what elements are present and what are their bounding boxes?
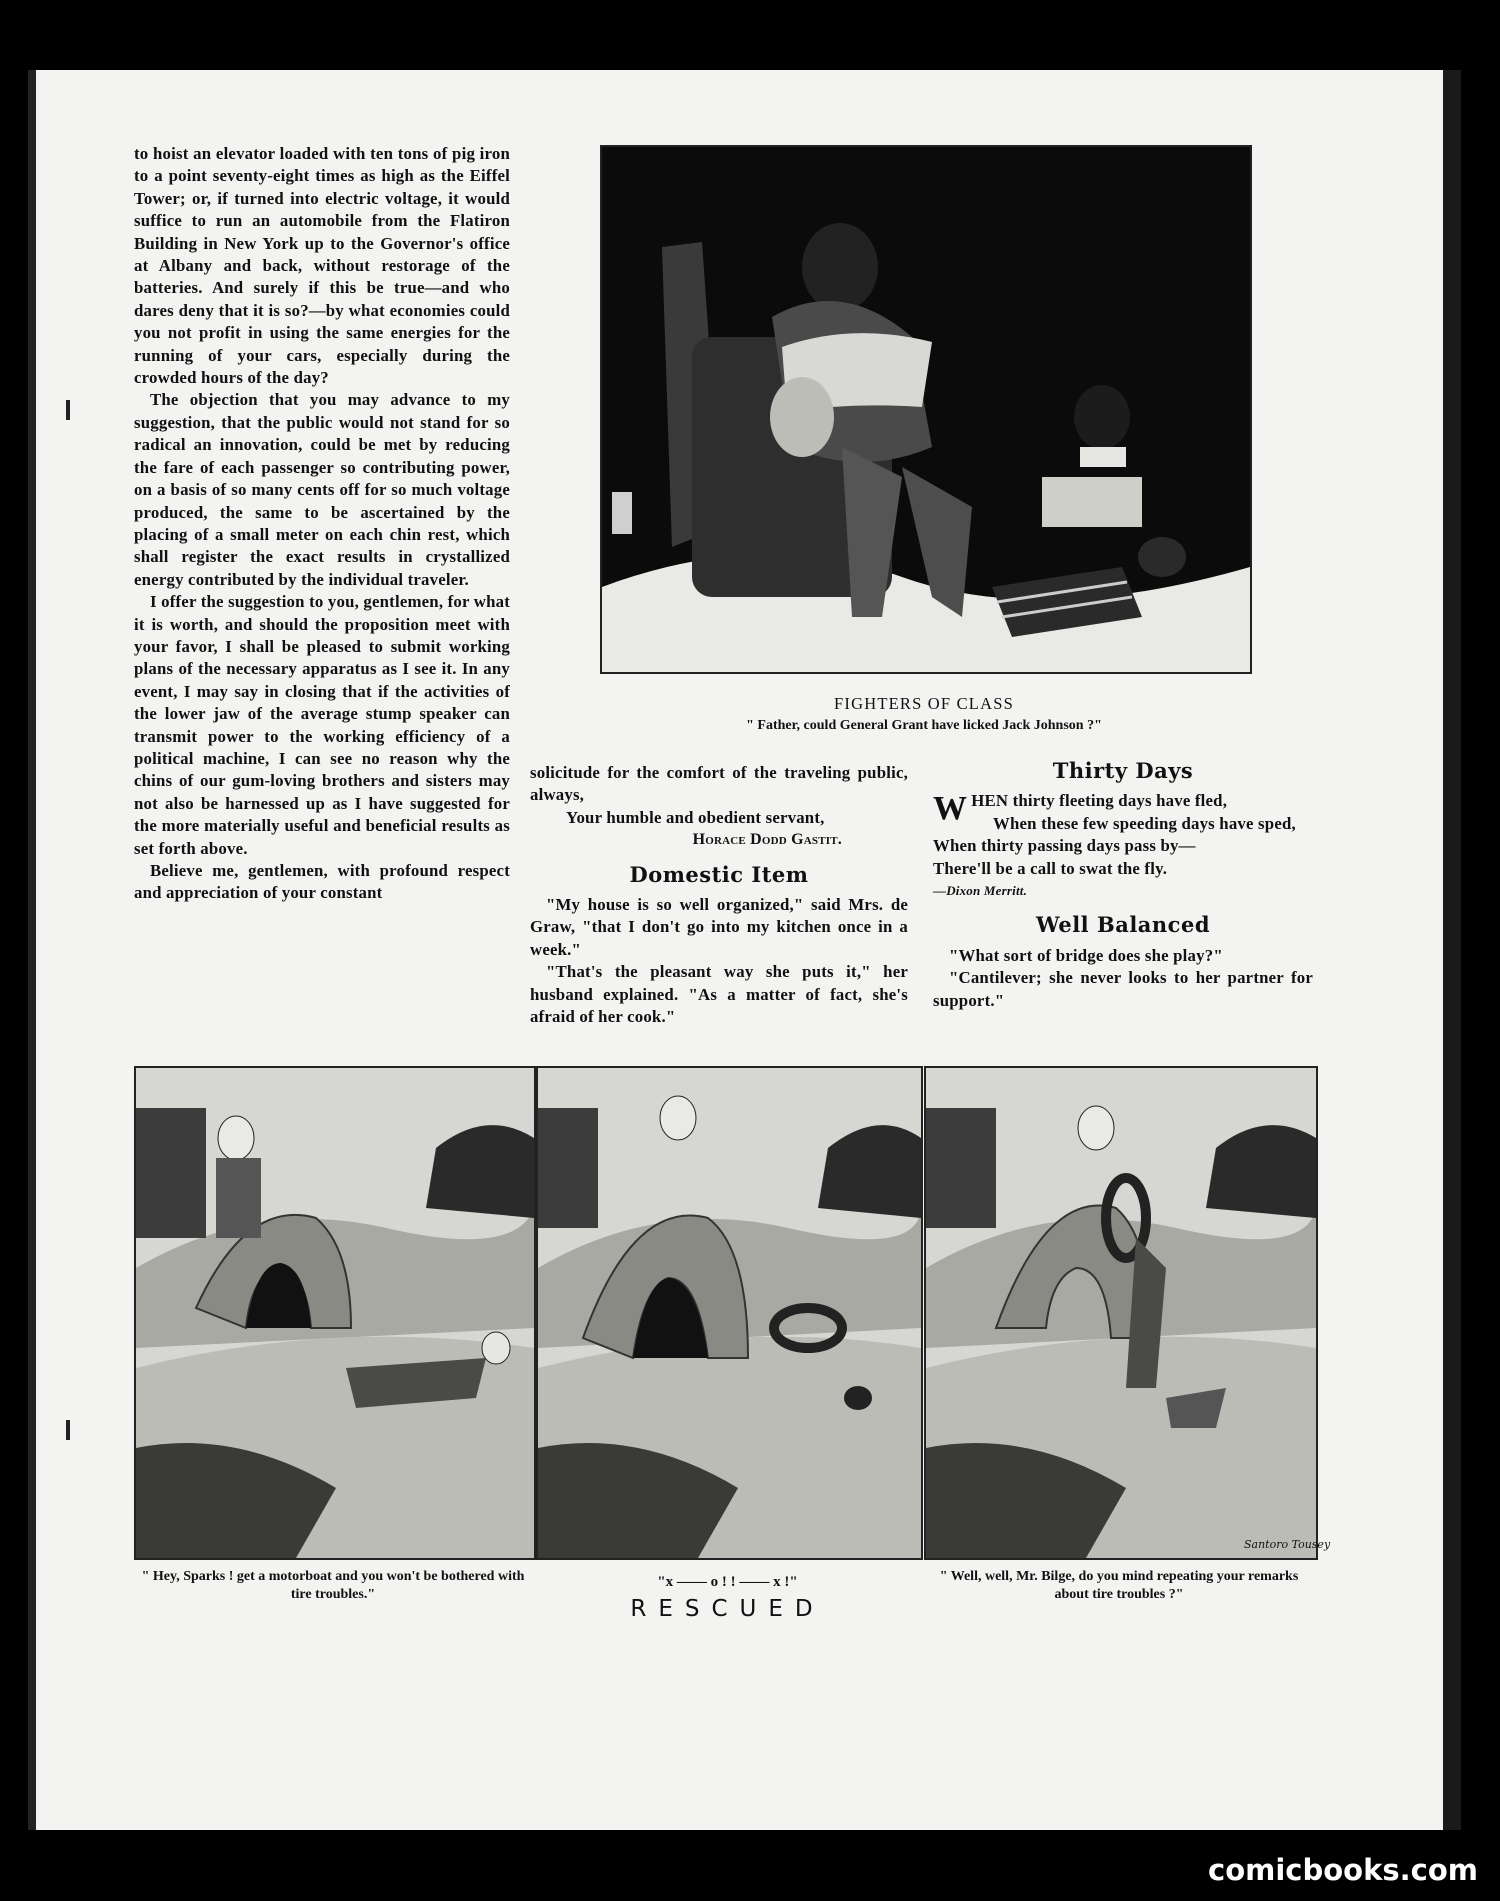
panel-drawing [538,1068,921,1558]
article-column-1 [134,143,510,905]
paragraph: solicitude for the comfort of the traveling public, always, [530,763,908,805]
page-gutter-right [1443,70,1461,1830]
panel-caption-3: " Well, well, Mr. Bilge, do you mind repeating your remarks about tire troubles ?" [939,1569,1299,1602]
section-heading: Well Balanced [1035,912,1211,938]
article-column-3 [933,760,1313,1012]
page-gutter-left [28,70,36,1830]
poem-credit: —Dixon Merritt. [933,883,1028,899]
illustration-title: FIGHTERS OF CLASS [834,694,1014,713]
poem-line: When thirty passing days pass by— [933,836,1196,856]
illustration-drawing [602,147,1250,672]
comic-panel-3 [924,1066,1331,1560]
paragraph: "Cantilever; she never looks to her partner for support." [933,968,1313,1010]
paragraph: to hoist an elevator loaded with ten tons of pig iron to a point seventy-eight times as high as the Eiffel Tower; or, if turned into electric voltage, it would suffice to run an automobile from the Flatiron Building in New York up to the Governor's office at Albany and back, without restorage of the batteries. And surely if this be true—and who dares deny that it is so?—by what economies could you not profit in using the same energies for the running of your cars, especially during the crowded hours of the day? [134,144,510,388]
binding-mark [66,1420,70,1440]
comic-panel-2 [536,1066,923,1560]
paragraph: The objection that you may advance to my suggestion, that the public would not stand for so radical an innovation, could be met by reducing the fare of each passenger so contributing power, on a basis of so many cents off for so much voltage produced, the same to be ascertained by the placing of a small meter on each chin rest, which shall register the exact results in crystallized energy contributed by the individual traveler. [134,390,510,589]
paragraph: "My house is so well organized," said Mrs. de Graw, "that I don't go into my kitchen once in a week." [530,895,908,959]
paragraph: "What sort of bridge does she play?" [949,945,1223,965]
illustration-caption: " Father, could General Grant have licked Jack Johnson ?" [746,718,1102,733]
panel-drawing [926,1068,1331,1558]
paragraph: "That's the pleasant way she puts it," her husband explained. "As a matter of fact, she's afraid of her cook." [530,962,908,1027]
section-heading: Domestic Item [629,861,809,887]
article-column-2 [530,762,908,1028]
panel-drawing [136,1068,534,1558]
panel-caption-2: "x —— o ! ! —— x !" [657,1574,798,1590]
comic-panel-1 [134,1066,536,1560]
paragraph: I offer the suggestion to you, gentlemen, for what it is worth, and should the proposition meet with your favor, I shall be pleased to submit working plans of the necessary apparatus as I see it. In any event, I may say in closing that if the activities of the lower jaw of the average stump speaker can transmit power to the working efficiency of a political machine, I can see no reason why the chins of our gum-loving brothers and sisters may not also be harnessed up as I have suggested for the more materially useful and beneficial results as set forth above. [134,592,510,858]
poem-heading: Thirty Days [1052,758,1194,783]
drop-cap: W [933,790,968,828]
poem [933,790,1313,902]
watermark: comicbooks.com [1208,1853,1478,1887]
binding-mark [66,400,70,420]
panel-caption-1: " Hey, Sparks ! get a motorboat and you won't be bothered with tire troubles." [141,1569,525,1602]
fighters-of-class-illustration [600,145,1252,674]
poem-line: HEN thirty fleeting days have fled, [971,791,1228,811]
poem-line: When these few speeding days have sped, [993,813,1296,833]
signature: Horace Dodd Gastit. [692,831,842,849]
closing-line: Your humble and obedient servant, [566,807,825,827]
strip-title: RESCUED [630,1596,825,1622]
paragraph: Believe me, gentlemen, with profound respect and appreciation of your constant [134,861,510,903]
artist-signature: Santoro Tousey [1244,1538,1331,1551]
poem-line: There'll be a call to swat the fly. [933,858,1168,878]
